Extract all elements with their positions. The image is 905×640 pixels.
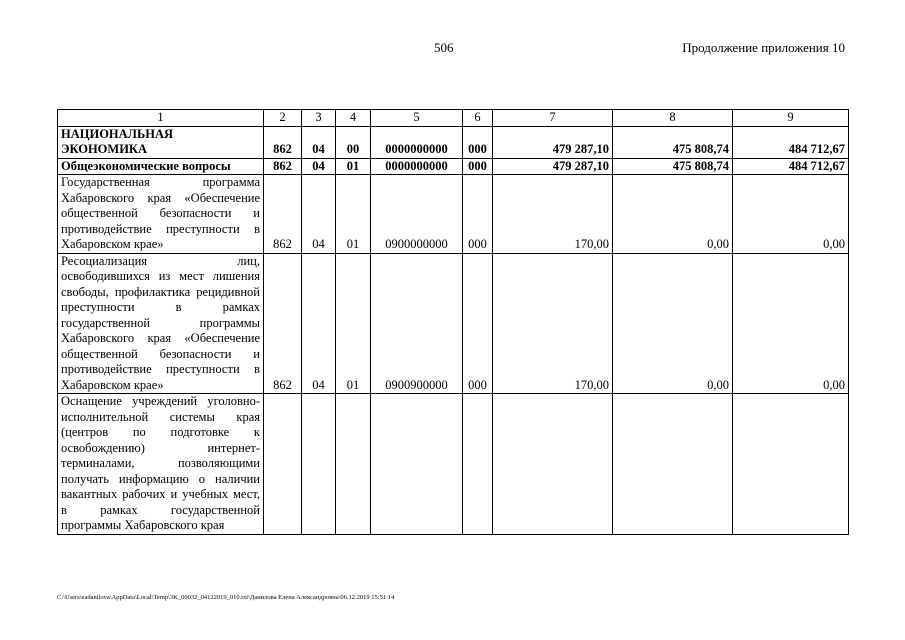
expense-type-code: 000 [463,253,493,394]
page-caption: Продолжение приложения 10 [682,40,845,55]
page-number: 506 [434,40,454,55]
column-number: 6 [463,110,493,127]
item-name: Государственная программа Хабаровского края «Обеспечение общественной безопасности и противодействие преступности в Хабаровском крае» [58,175,264,254]
column-number: 2 [264,110,302,127]
target-item-code: 0900000000 [371,175,463,254]
section-code: 04 [302,126,336,158]
subsection-code: 01 [336,158,371,175]
target-item-code: 0000000000 [371,158,463,175]
target-item-code: 0000000000 [371,126,463,158]
column-number: 7 [493,110,613,127]
subsection-code: 01 [336,175,371,254]
subsection-code: 01 [336,253,371,394]
amount-cell: 484 712,67 [733,126,849,158]
amount-cell: 0,00 [733,253,849,394]
amount-cell [493,394,613,535]
column-number: 4 [336,110,371,127]
section-code: 04 [302,175,336,254]
target-item-code [371,394,463,535]
expense-type-code [463,394,493,535]
amount-cell: 484 712,67 [733,158,849,175]
file-path-footer: C:\Users\eadanilova\AppData\Local\Temp\3K_00032_04122019_010.txt\Данилова Елена Александровна\06.12.2019 15:51:14 [57,594,395,601]
ministry-code [264,394,302,535]
item-name: Общеэкономические вопросы [58,158,264,175]
subsection-code: 00 [336,126,371,158]
amount-cell: 0,00 [733,175,849,254]
item-name: Ресоциализация лиц, освободившихся из мест лишения свободы, профилактика рецидивной преступности в рамках государственной программы Хабаровского края «Обеспечение общественной безопасности и противодействие преступности в Хабаровском крае» [58,253,264,394]
item-name: НАЦИОНАЛЬНАЯ ЭКОНОМИКА [58,126,264,158]
amount-cell: 479 287,10 [493,158,613,175]
column-number: 3 [302,110,336,127]
budget-table [57,109,849,535]
section-code: 04 [302,253,336,394]
expense-type-code: 000 [463,175,493,254]
subsection-code [336,394,371,535]
column-number-row [58,110,849,127]
ministry-code: 862 [264,158,302,175]
amount-cell: 170,00 [493,175,613,254]
amount-cell: 0,00 [613,175,733,254]
table-row [58,158,849,175]
amount-cell: 0,00 [613,253,733,394]
amount-cell: 170,00 [493,253,613,394]
ministry-code: 862 [264,253,302,394]
column-number: 5 [371,110,463,127]
expense-type-code: 000 [463,126,493,158]
table-row [58,175,849,254]
section-code: 04 [302,158,336,175]
amount-cell: 475 808,74 [613,158,733,175]
table-row [58,253,849,394]
item-name: Оснащение учреждений уголовно-исполнительной системы края (центров по подготовке к освобождению) интернет-терминалами, позволяющими получать информацию о наличии вакантных рабочих и учебных мест, в рамках государственной программы Хабаровского края [58,394,264,535]
table-row [58,394,849,535]
amount-cell [613,394,733,535]
column-number: 8 [613,110,733,127]
column-number: 1 [58,110,264,127]
section-code [302,394,336,535]
expense-type-code: 000 [463,158,493,175]
amount-cell: 475 808,74 [613,126,733,158]
column-number: 9 [733,110,849,127]
target-item-code: 0900900000 [371,253,463,394]
ministry-code: 862 [264,175,302,254]
amount-cell [733,394,849,535]
amount-cell: 479 287,10 [493,126,613,158]
ministry-code: 862 [264,126,302,158]
table-row [58,126,849,158]
